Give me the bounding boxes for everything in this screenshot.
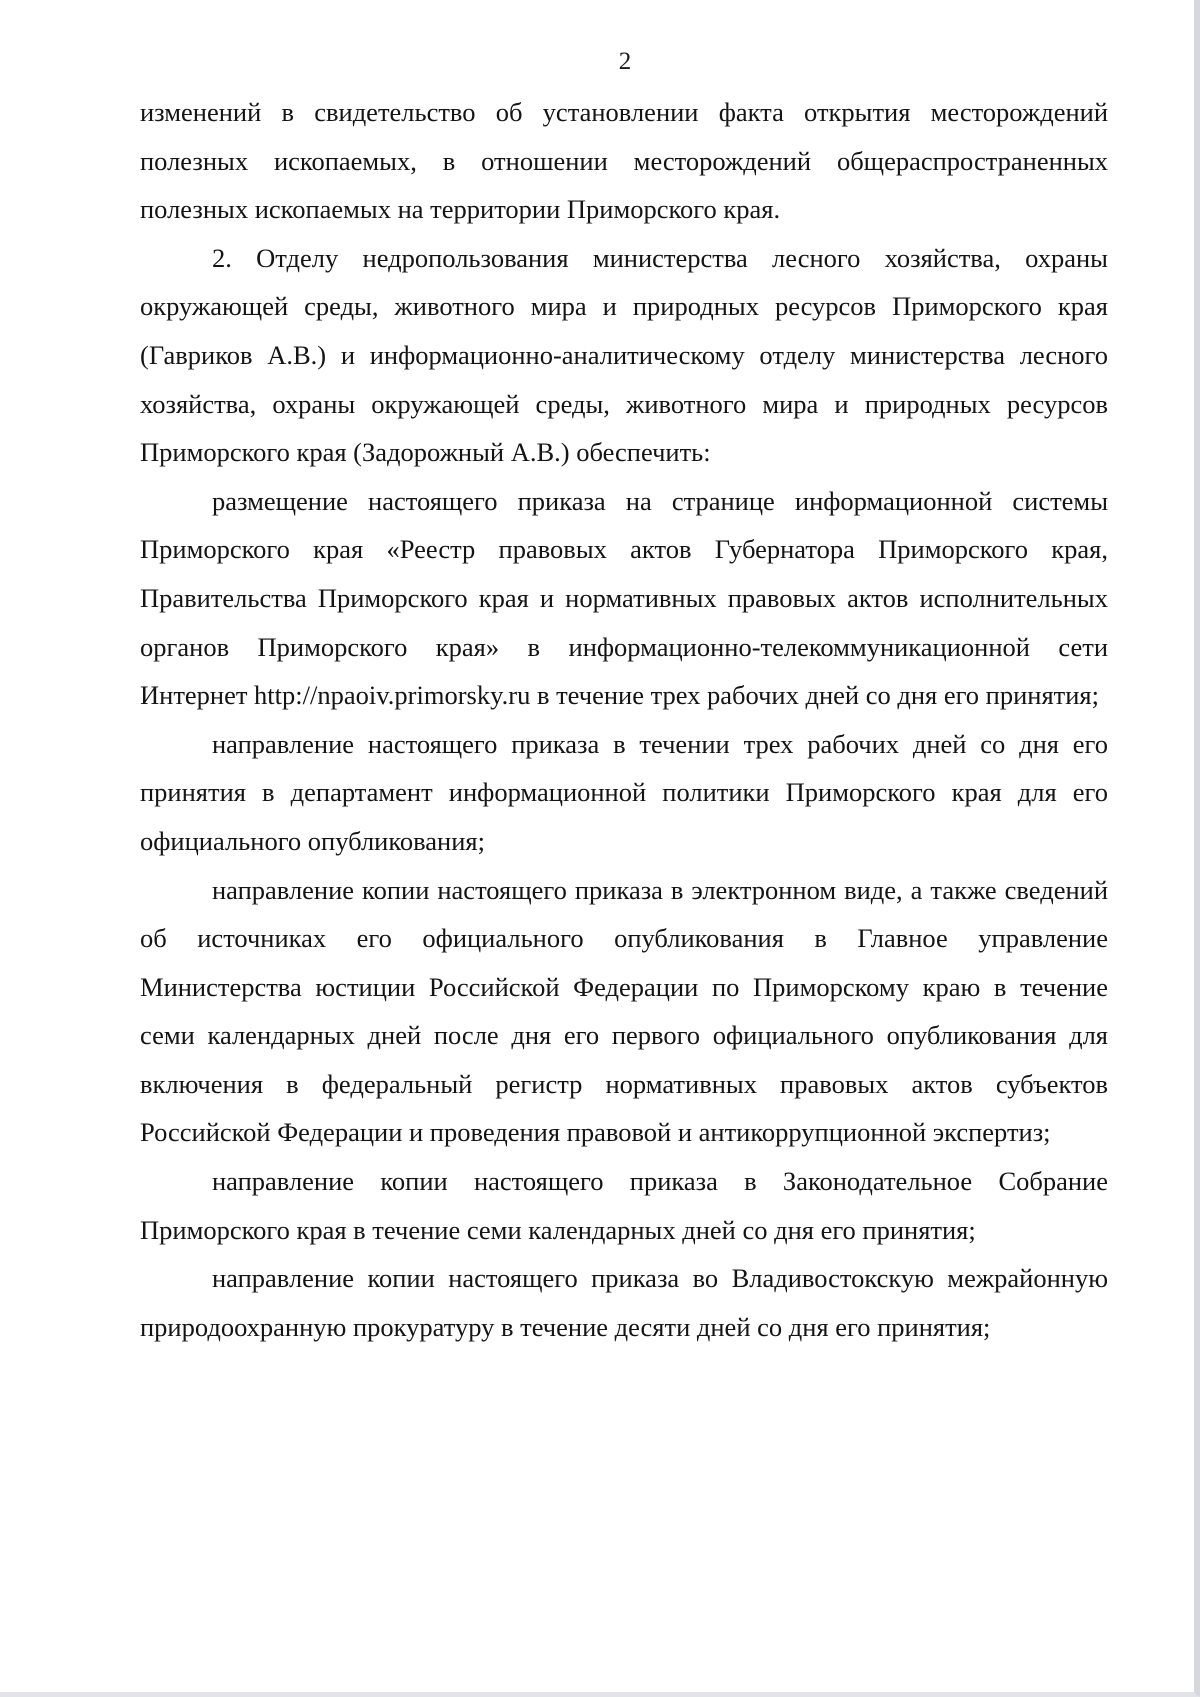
paragraph-legislative-assembly: направление копии настоящего приказа в Законодательное Собрание Приморского края в течение семи календарных дней со дня его принятия; [140,1166,1108,1245]
page-number: 2 [618,48,632,75]
paragraph-prosecutor-office: направление копии настоящего приказа во Владивостокскую межрайонную природоохранную прокуратуру в течение десяти дней со дня его принятия; [140,1263,1108,1342]
paragraph-item-2: 2. Отделу недропользования министерства лесного хозяйства, охраны окружающей среды, животного мира и природных ресурсов Приморского края (Гавриков А.В.) и информационно-аналитическому отделу министерства лесного хозяйства, охраны окружающей среды, животного мира и природных ресурсов Приморского края (Задорожный А.В.) обеспечить: [140,242,1108,468]
paragraph-publication-registry: размещение настоящего приказа на странице информационной системы Приморского края «Реестр правовых актов Губернатора Приморского края, Правительства Приморского края и нормативных правовых актов исполнительных органов Приморского края» в информационно-телекоммуникационной сети Интернет http://npaoiv.primorsky.ru в течение трех рабочих дней со дня его принятия; [140,485,1108,711]
paragraph-ministry-of-justice: направление копии настоящего приказа в электронном виде, а также сведений об источниках его официального опубликования в Главное управление Министерства юстиции Российской Федерации по Приморскому краю в течение семи календарных дней после дня его первого официального опубликования для включения в федеральный регистр нормативных правовых актов субъектов Российской Федерации и проведения правовой и антикоррупционной экспертиз; [140,874,1108,1148]
document-body [140,88,1108,1351]
paragraph-info-policy-department: направление настоящего приказа в течении трех рабочих дней со дня его принятия в департамент информационной политики Приморского края для его официального опубликования; [140,728,1108,856]
paragraph-continuation: изменений в свидетельство об установлении факта открытия месторождений полезных ископаемых, в отношении месторождений общераспространенных полезных ископаемых на территории Приморского края. [140,97,1108,225]
